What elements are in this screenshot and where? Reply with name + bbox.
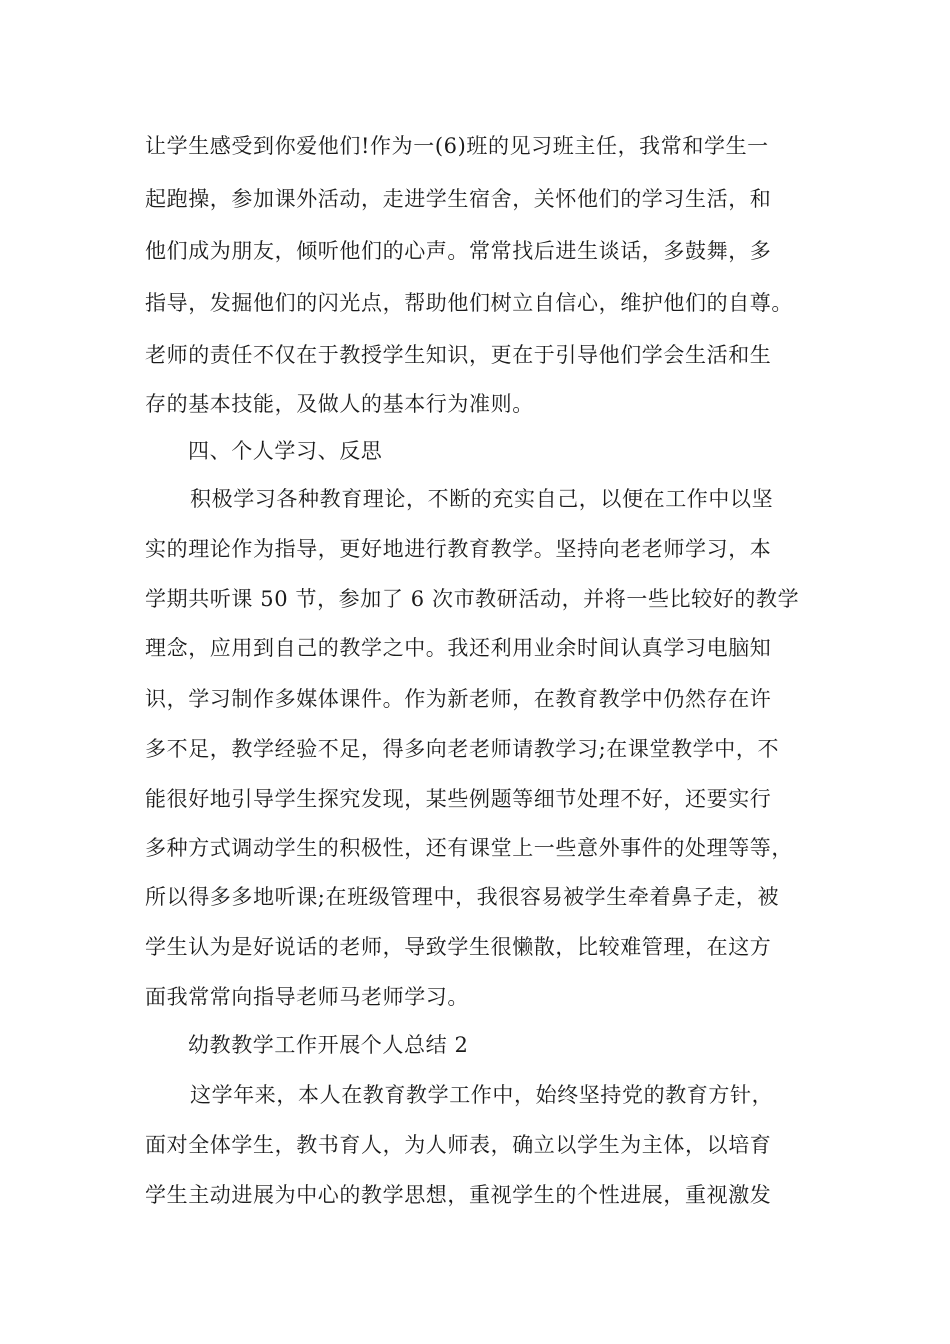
- paragraph-line: 学期共听课 50 节，参加了 6 次市教研活动，并将一些比较好的教学: [145, 587, 800, 611]
- paragraph-line: 面对全体学生，教书育人，为人师表，确立以学生为主体，以培育: [145, 1133, 772, 1157]
- paragraph-line: 起跑操，参加课外活动，走进学生宿舍，关怀他们的学习生活，和: [145, 187, 772, 211]
- paragraph-line: 老师的责任不仅在于教授学生知识，更在于引导他们学会生活和生: [145, 343, 772, 367]
- paragraph-line: 存的基本技能，及做人的基本行为准则。: [145, 392, 534, 416]
- paragraph-line: 指导，发掘他们的闪光点，帮助他们树立自信心，维护他们的自尊。: [145, 291, 793, 315]
- paragraph-line: 多种方式调动学生的积极性，还有课堂上一些意外事件的处理等等，: [145, 836, 793, 860]
- paragraph-line: 他们成为朋友，倾听他们的心声。常常找后进生谈话，多鼓舞，多: [145, 239, 772, 263]
- paragraph-line: 让学生感受到你爱他们!作为一(6)班的见习班主任，我常和学生一: [145, 134, 769, 158]
- paragraph-line: 这学年来，本人在教育教学工作中，始终坚持党的教育方针，: [190, 1083, 774, 1107]
- paragraph-line: 积极学习各种教育理论，不断的充实自己，以便在工作中以坚: [190, 487, 774, 511]
- paragraph-line: 实的理论作为指导，更好地进行教育教学。坚持向老老师学习，本: [145, 537, 772, 561]
- paragraph-line: 理念，应用到自己的教学之中。我还利用业余时间认真学习电脑知: [145, 636, 772, 660]
- paragraph-line: 学生主动进展为中心的教学思想，重视学生的个性进展，重视激发: [145, 1183, 772, 1207]
- paragraph-line: 面我常常向指导老师马老师学习。: [145, 985, 469, 1009]
- paragraph-line: 多不足，教学经验不足，得多向老老师请教学习;在课堂教学中，不: [145, 737, 780, 761]
- section-heading: 幼教教学工作开展个人总结 2: [188, 1033, 469, 1057]
- paragraph-line: 识，学习制作多媒体课件。作为新老师，在教育教学中仍然存在许: [145, 687, 772, 711]
- paragraph-line: 学生认为是好说话的老师，导致学生很懒散，比较难管理，在这方: [145, 935, 772, 959]
- section-heading: 四、个人学习、反思: [188, 439, 383, 463]
- paragraph-line: 能很好地引导学生探究发现，某些例题等细节处理不好，还要实行: [145, 787, 772, 811]
- paragraph-line: 所以得多多地听课;在班级管理中，我很容易被学生牵着鼻子走，被: [145, 885, 780, 909]
